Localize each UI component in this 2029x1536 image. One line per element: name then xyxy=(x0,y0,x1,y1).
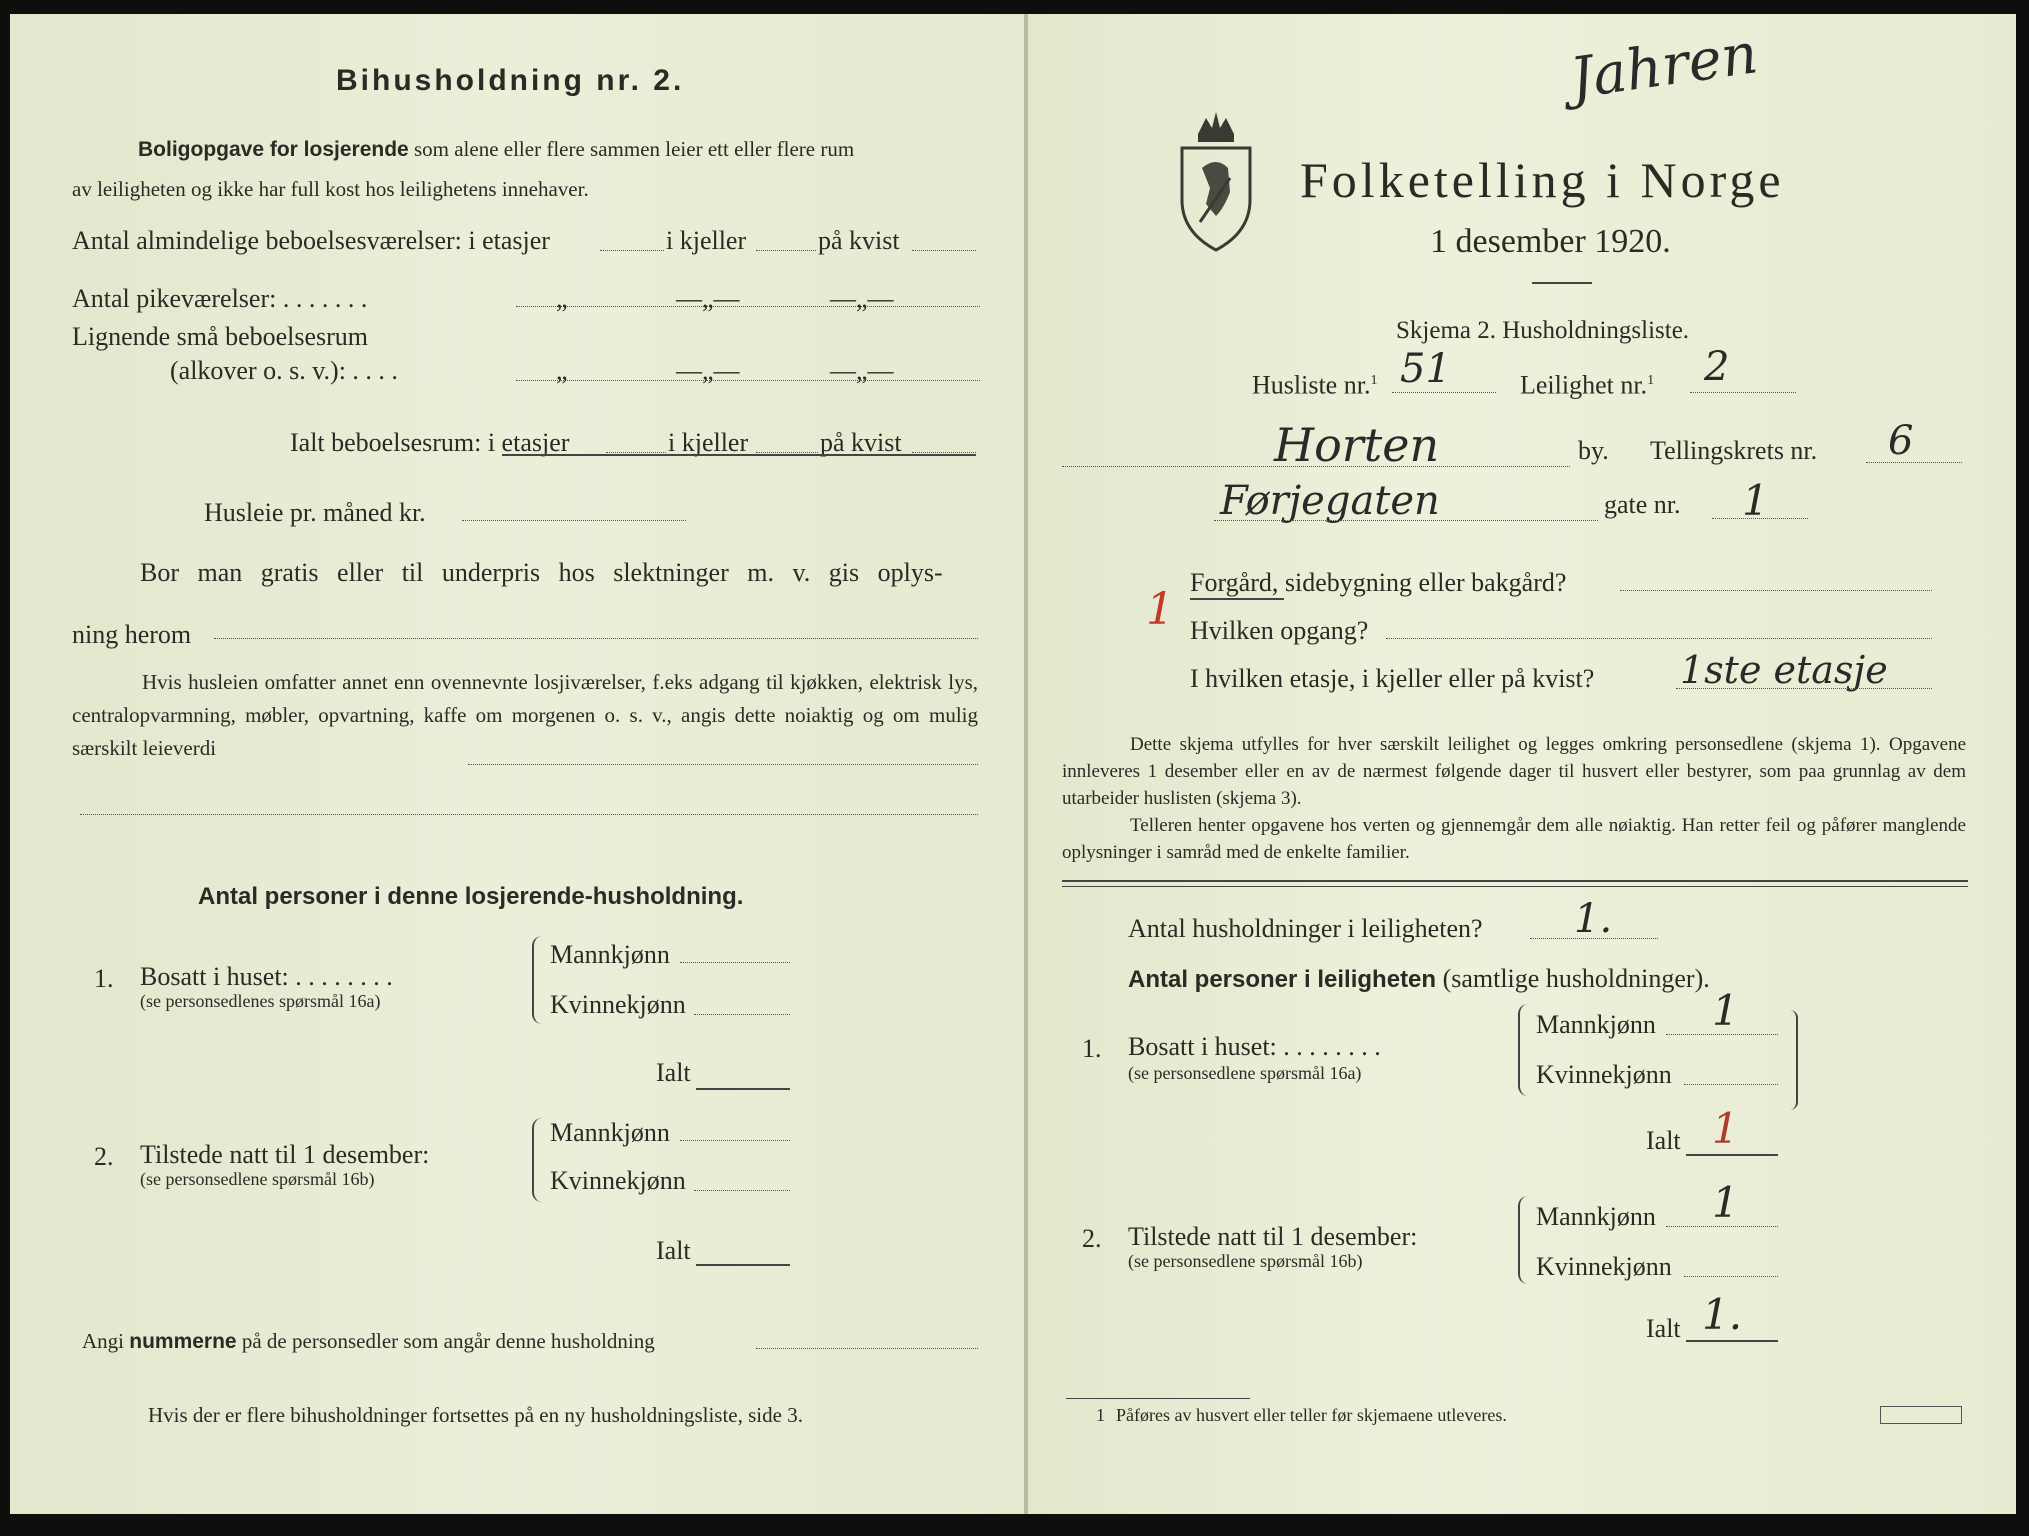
r-q1-mann-value: 1 xyxy=(1712,986,1739,1035)
r-q1-ialt-field[interactable] xyxy=(1686,1154,1778,1156)
rooms-kjeller-field[interactable] xyxy=(756,250,816,251)
red-mark: 1 xyxy=(1146,584,1174,635)
lignende-field[interactable] xyxy=(516,380,980,381)
r-q2-ialt-value: 1. xyxy=(1702,1290,1743,1339)
intro-line-2: av leiligheten og ikke har full kost hos leilighetens innehaver. xyxy=(72,177,589,201)
note-field-2[interactable] xyxy=(80,814,978,815)
r-q1-ialt-label: Ialt xyxy=(1646,1126,1681,1155)
r-q1-mann-label: Mannkjønn xyxy=(1536,1010,1656,1039)
r-q2-sub: (se personsedlene spørsmål 16b) xyxy=(1128,1251,1363,1271)
rooms-label: Antal almindelige beboelsesværelser: i etasjer xyxy=(72,226,550,255)
lignende-label-2: (alkover o. s. v.): . . . . xyxy=(170,356,398,385)
instructions-2: Telleren henter opgavene hos verten og gjennemgår dem alle nøiaktig. Han retter feil og påfører manglende oplysninger i samråd med de enkelte familier. xyxy=(1062,815,1966,863)
ialt-underline xyxy=(502,454,976,456)
l-q2-brace xyxy=(532,1118,546,1202)
ialt-kvist-label: på kvist xyxy=(820,428,902,457)
l-q2-number: 2. xyxy=(94,1142,114,1171)
l-q1-sub: (se personsedlenes spørsmål 16a) xyxy=(140,991,381,1011)
pike-ditto-3: —„— xyxy=(830,284,894,313)
hush-field[interactable] xyxy=(1530,938,1658,939)
r-q1-number: 1. xyxy=(1082,1034,1102,1063)
r-q2-kvinne-label: Kvinnekjønn xyxy=(1536,1252,1672,1281)
l-q1-kvinne-label: Kvinnekjønn xyxy=(550,990,686,1019)
footnote-rule xyxy=(1066,1398,1250,1399)
intro-bold: Boligopgave for losjerende xyxy=(138,138,409,161)
l-q2-mann-label: Mannkjønn xyxy=(550,1118,670,1147)
etasje-field[interactable] xyxy=(1676,688,1932,689)
r-q2-kvinne-field[interactable] xyxy=(1684,1276,1778,1277)
rooms-kvist-label: på kvist xyxy=(818,226,900,255)
r-q2-mann-label: Mannkjønn xyxy=(1536,1202,1656,1231)
gratis-line-2: ning herom xyxy=(72,620,192,649)
gate-label: gate nr. xyxy=(1604,490,1681,519)
ialt-kvist-field[interactable] xyxy=(912,452,976,453)
husliste-value: 51 xyxy=(1400,346,1451,392)
l-q1-mann-label: Mannkjønn xyxy=(550,940,670,969)
husliste-field[interactable] xyxy=(1392,392,1496,393)
page-fold xyxy=(1024,14,1028,1514)
leilighet-field[interactable] xyxy=(1690,392,1796,393)
l-q2-kvinne-label: Kvinnekjønn xyxy=(550,1166,686,1195)
right-title: Folketelling i Norge xyxy=(1300,152,1785,208)
persons-heading: Antal personer i denne losjerende-husholdning. xyxy=(198,883,744,910)
pike-ditto-2: —„— xyxy=(676,284,740,313)
leilighet-label-text: Leilighet nr. xyxy=(1520,370,1648,400)
r-q2-number: 2. xyxy=(1082,1224,1102,1253)
angi-text-2: på de personsedler som angår denne husholdning xyxy=(236,1329,655,1353)
r-q1-kvinne-label: Kvinnekjønn xyxy=(1536,1060,1672,1089)
leilighet-value: 2 xyxy=(1704,344,1730,390)
hush-value: 1. xyxy=(1574,896,1613,942)
pike-ditto-1: „ xyxy=(556,284,568,313)
r-q2-ialt-field[interactable] xyxy=(1686,1340,1778,1342)
lignende-label-1: Lignende små beboelsesrum xyxy=(72,322,369,351)
left-footer: Hvis der er flere bihusholdninger fortsettes på en ny husholdningsliste, side 3. xyxy=(148,1403,803,1427)
krets-value: 6 xyxy=(1888,418,1914,464)
rooms-kjeller-label: i kjeller xyxy=(666,226,747,255)
hush-label: Antal husholdninger i leiligheten? xyxy=(1128,914,1483,943)
l-q1-kvinne-field[interactable] xyxy=(694,1014,790,1015)
printer-stamp xyxy=(1880,1406,1962,1424)
title-rule xyxy=(1532,282,1592,284)
l-q2-ialt-field[interactable] xyxy=(696,1264,790,1266)
krets-field[interactable] xyxy=(1866,462,1962,463)
angi-line xyxy=(82,1328,655,1355)
l-q1-ialt-field[interactable] xyxy=(696,1088,790,1090)
right-date: 1 desember 1920. xyxy=(1430,223,1671,260)
etasje-label: I hvilken etasje, i kjeller eller på kvist? xyxy=(1190,664,1595,693)
by-label: by. xyxy=(1578,436,1609,465)
l-q1-number: 1. xyxy=(94,964,114,993)
pike-field[interactable] xyxy=(516,306,980,307)
l-q1-mann-field[interactable] xyxy=(680,962,790,963)
angi-bold: nummerne xyxy=(129,1330,237,1353)
note-paragraph: Hvis husleien omfatter annet enn ovennevnte losjiværelser, f.eks adgang til kjøkken, elektrisk lys, centralopvarmning, møbler, opvartning, kaffe om morgenen o. s. v., angis dette noiaktig og om mulig særskilt leieverdi xyxy=(72,670,978,760)
corner-handwriting: Jahren xyxy=(1566,21,1762,112)
gate-nr-field[interactable] xyxy=(1712,518,1808,519)
gate-nr-value: 1 xyxy=(1742,476,1769,525)
krets-label: Tellingskrets nr. xyxy=(1650,436,1818,465)
l-q2-kvinne-field[interactable] xyxy=(694,1190,790,1191)
ialt-rum-label: Ialt beboelsesrum: i etasjer xyxy=(290,428,570,457)
leilighet-label xyxy=(1520,366,1654,401)
etasje-value: 1ste etasje xyxy=(1680,648,1888,692)
husliste-label-text: Husliste nr. xyxy=(1252,370,1371,400)
r-q1-kvinne-field[interactable] xyxy=(1684,1084,1778,1085)
husleie-field[interactable] xyxy=(462,520,686,521)
r-q2-mann-value: 1 xyxy=(1712,1178,1739,1227)
lignende-ditto-1: „ xyxy=(556,356,568,385)
r-q1-sub: (se personsedlene spørsmål 16a) xyxy=(1128,1063,1362,1083)
ialt-kjeller-field[interactable] xyxy=(756,452,818,453)
gratis-line-1: Bor man gratis eller til underpris hos slektninger m. v. gis oplys- xyxy=(140,558,943,587)
r-q2-mann-field[interactable] xyxy=(1666,1226,1778,1227)
forgard-underline xyxy=(1190,598,1284,600)
r-q1-ialt-value: 1 xyxy=(1712,1104,1739,1153)
footnote-text: Påføres av husvert eller teller før skjemaene utleveres. xyxy=(1116,1405,1507,1425)
leilighet-footnote-mark: 1 xyxy=(1647,373,1655,388)
forgard-field[interactable] xyxy=(1620,590,1932,591)
instructions-rule xyxy=(1062,880,1968,887)
r-q1-mann-field[interactable] xyxy=(1666,1034,1778,1035)
instructions-1: Dette skjema utfylles for hver særskilt leilighet og legges omkring personsedlene (skjema 1). Opgavene innleveres 1 desember eller en av de nærmest følgende dager til husvert eller bestyrer, som paa grunnlag av dem utarbeider huslisten (skjema 3). xyxy=(1062,734,1966,809)
ialt-etasjer-field[interactable] xyxy=(606,452,666,453)
l-q2-ialt-label: Ialt xyxy=(656,1236,691,1265)
l-q2-mann-field[interactable] xyxy=(680,1140,790,1141)
intro-line-1 xyxy=(138,136,854,163)
l-q2-label: Tilstede natt til 1 desember: xyxy=(140,1140,430,1169)
l-q1-brace xyxy=(532,936,546,1024)
pers-heading xyxy=(1128,964,1710,995)
rooms-kvist-field[interactable] xyxy=(912,250,976,251)
gate-value: Førjegaten xyxy=(1220,478,1440,524)
r-q1-bracket xyxy=(1790,1010,1798,1110)
l-q1-ialt-label: Ialt xyxy=(656,1058,691,1087)
by-value: Horten xyxy=(1274,418,1440,472)
footnote-mark: 1 xyxy=(1096,1405,1105,1425)
opgang-label: Hvilken opgang? xyxy=(1190,616,1369,645)
r-q1-label: Bosatt i huset: . . . . . . . . xyxy=(1128,1032,1381,1061)
husliste-footnote-mark: 1 xyxy=(1370,373,1378,388)
forgard-label: Forgård, sidebygning eller bakgård? xyxy=(1190,568,1567,597)
lignende-ditto-2: —„— xyxy=(676,356,740,385)
by-field[interactable] xyxy=(1062,466,1570,467)
husliste-label xyxy=(1252,366,1377,401)
pike-label: Antal pikeværelser: . . . . . . . xyxy=(72,284,368,313)
note-field[interactable] xyxy=(468,764,978,765)
skjema-label: Skjema 2. Husholdningsliste. xyxy=(1396,317,1690,344)
lignende-ditto-3: —„— xyxy=(830,356,894,385)
gratis-field[interactable] xyxy=(214,638,978,639)
gate-field[interactable] xyxy=(1214,520,1598,521)
l-q1-label: Bosatt i huset: . . . . . . . . xyxy=(140,962,393,991)
left-title: Bihusholdning nr. 2. xyxy=(336,64,685,97)
intro-rest: som alene eller flere sammen leier ett eller flere rum xyxy=(408,137,855,161)
r-q2-ialt-label: Ialt xyxy=(1646,1314,1681,1343)
angi-field[interactable] xyxy=(756,1348,978,1349)
ialt-kjeller-label: i kjeller xyxy=(668,428,749,457)
rooms-etasjer-field[interactable] xyxy=(600,250,664,251)
opgang-field[interactable] xyxy=(1386,638,1932,639)
husleie-label: Husleie pr. måned kr. xyxy=(204,498,426,527)
angi-text-1: Angi xyxy=(82,1329,130,1353)
r-q1-brace xyxy=(1518,1004,1532,1096)
norwegian-coat-of-arms-icon xyxy=(1176,104,1256,254)
r-q2-label: Tilstede natt til 1 desember: xyxy=(1128,1222,1418,1251)
pers-heading-bold: Antal personer i leiligheten xyxy=(1128,966,1437,993)
l-q2-sub: (se personsedlene spørsmål 16b) xyxy=(140,1169,375,1189)
r-q2-brace xyxy=(1518,1196,1532,1284)
pers-heading-rest: (samtlige husholdninger). xyxy=(1436,964,1710,993)
